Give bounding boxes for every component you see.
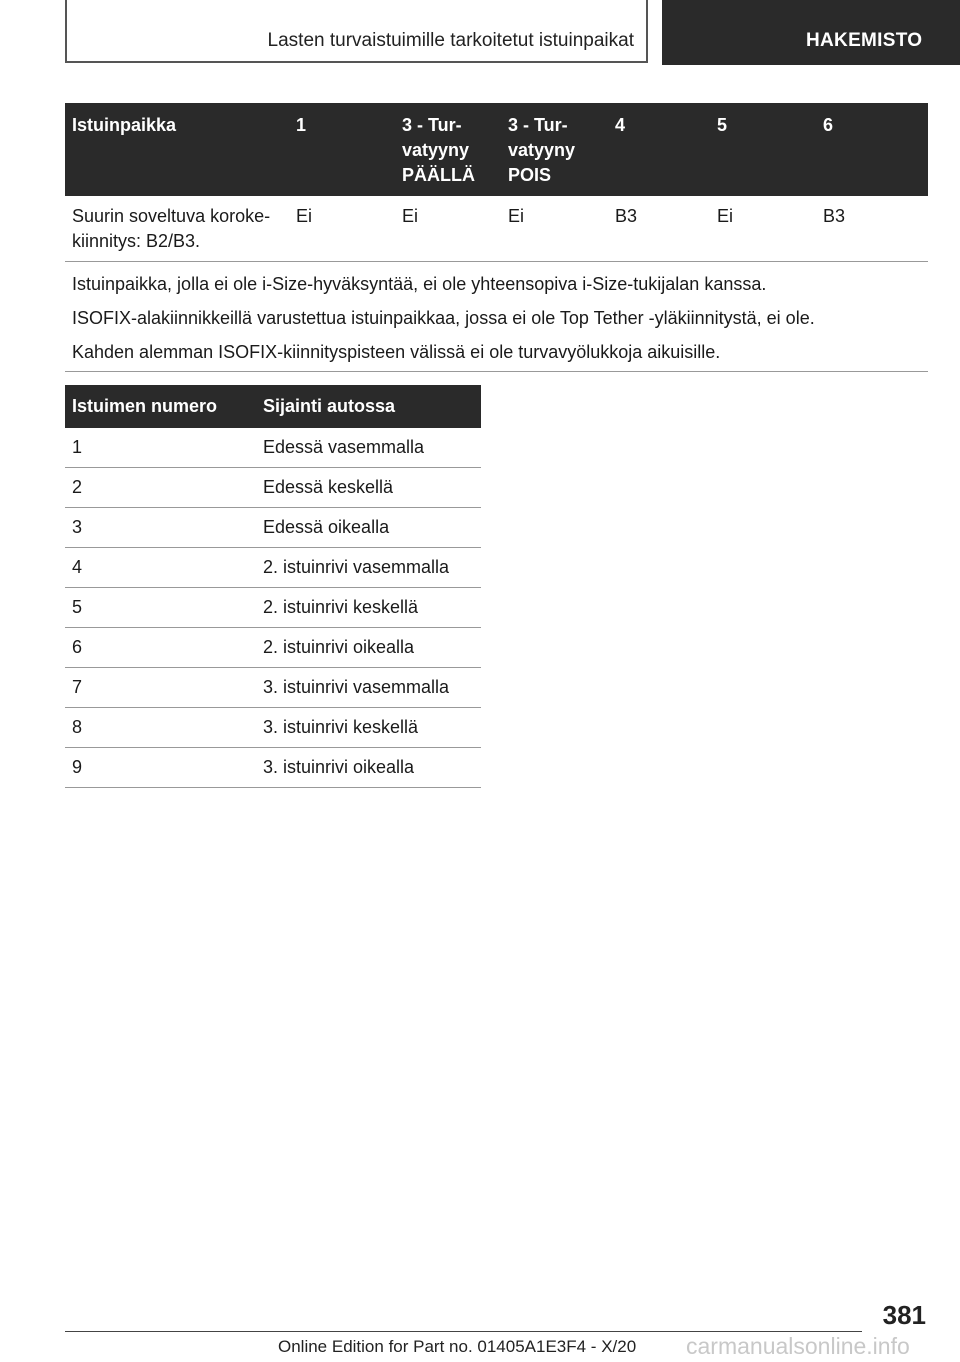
seat-location: 3. istuinrivi vasemmalla bbox=[256, 668, 481, 708]
note-text: Kahden alemman ISOFIX-kiinnityspisteen välissä ei ole turvavyölukkoja aikuisille. bbox=[72, 342, 721, 362]
table-row bbox=[65, 468, 481, 508]
table-row bbox=[65, 588, 481, 628]
header-title: Lasten turvaistuimille tarkoitetut istuinpaikat bbox=[267, 30, 634, 51]
table-notes-row bbox=[65, 262, 928, 372]
table-row bbox=[65, 748, 481, 788]
seat-number: 3 bbox=[65, 508, 256, 548]
seat-number: 5 bbox=[65, 588, 256, 628]
footer-watermark: carmanualsonline.info bbox=[686, 1333, 910, 1359]
table-row bbox=[65, 628, 481, 668]
seat-location: 2. istuinrivi keskellä bbox=[256, 588, 481, 628]
table-row bbox=[65, 668, 481, 708]
column-header: 5 bbox=[710, 103, 816, 196]
column-header: 3 - Turvatyyny PÄÄLLÄ bbox=[395, 103, 501, 196]
table-cell: Ei bbox=[395, 196, 501, 262]
seat-location: 2. istuinrivi oikealla bbox=[256, 628, 481, 668]
table-header-row bbox=[65, 385, 481, 428]
column-header: 1 bbox=[289, 103, 395, 196]
table-header-row bbox=[65, 103, 928, 196]
table-cell: Ei bbox=[501, 196, 608, 262]
seat-number: 7 bbox=[65, 668, 256, 708]
table-row bbox=[65, 708, 481, 748]
seat-number: 1 bbox=[65, 428, 256, 468]
footer-edition: Online Edition for Part no. 01405A1E3F4 - X/20 bbox=[278, 1337, 637, 1356]
table-cell: B3 bbox=[608, 196, 710, 262]
seat-number: 2 bbox=[65, 468, 256, 508]
table-row bbox=[65, 196, 928, 262]
footer-divider bbox=[65, 1331, 862, 1332]
page-number: 381 bbox=[882, 1300, 926, 1330]
seat-compatibility-table bbox=[65, 103, 928, 372]
table-row bbox=[65, 548, 481, 588]
header-title-box bbox=[65, 0, 648, 63]
note-text: ISOFIX-alakiinnikkeillä varustettua istuinpaikkaa, jossa ei ole Top Tether -yläkiinnitystä, ei ole. bbox=[72, 308, 815, 328]
seat-location: 2. istuinrivi vasemmalla bbox=[256, 548, 481, 588]
seat-position-table bbox=[65, 385, 481, 788]
table-row bbox=[65, 428, 481, 468]
header-section-label: HAKEMISTO bbox=[806, 30, 923, 51]
table-cell: Ei bbox=[710, 196, 816, 262]
column-header: Sijainti autossa bbox=[256, 385, 481, 428]
column-header: Istuinpaikka bbox=[65, 103, 289, 196]
note-text: Istuinpaikka, jolla ei ole i-Size-hyväksyntää, ei ole yhteensopiva i-Size-tukijalan kanssa. bbox=[72, 274, 767, 294]
table-cell: B3 bbox=[816, 196, 928, 262]
seat-number: 4 bbox=[65, 548, 256, 588]
seat-location: 3. istuinrivi oikealla bbox=[256, 748, 481, 788]
table-row bbox=[65, 508, 481, 548]
seat-number: 6 bbox=[65, 628, 256, 668]
column-header: Istuimen numero bbox=[65, 385, 256, 428]
table-cell: Suurin soveltuva korokekiinnitys: B2/B3. bbox=[65, 196, 289, 262]
seat-location: Edessä vasemmalla bbox=[256, 428, 481, 468]
seat-location: Edessä keskellä bbox=[256, 468, 481, 508]
seat-location: Edessä oikealla bbox=[256, 508, 481, 548]
seat-number: 9 bbox=[65, 748, 256, 788]
table-cell: Ei bbox=[289, 196, 395, 262]
header-section-tab bbox=[662, 0, 960, 65]
column-header: 6 bbox=[816, 103, 928, 196]
column-header: 4 bbox=[608, 103, 710, 196]
notes-cell bbox=[65, 262, 928, 372]
seat-number: 8 bbox=[65, 708, 256, 748]
seat-location: 3. istuinrivi keskellä bbox=[256, 708, 481, 748]
column-header: 3 - Turvatyyny POIS bbox=[501, 103, 608, 196]
